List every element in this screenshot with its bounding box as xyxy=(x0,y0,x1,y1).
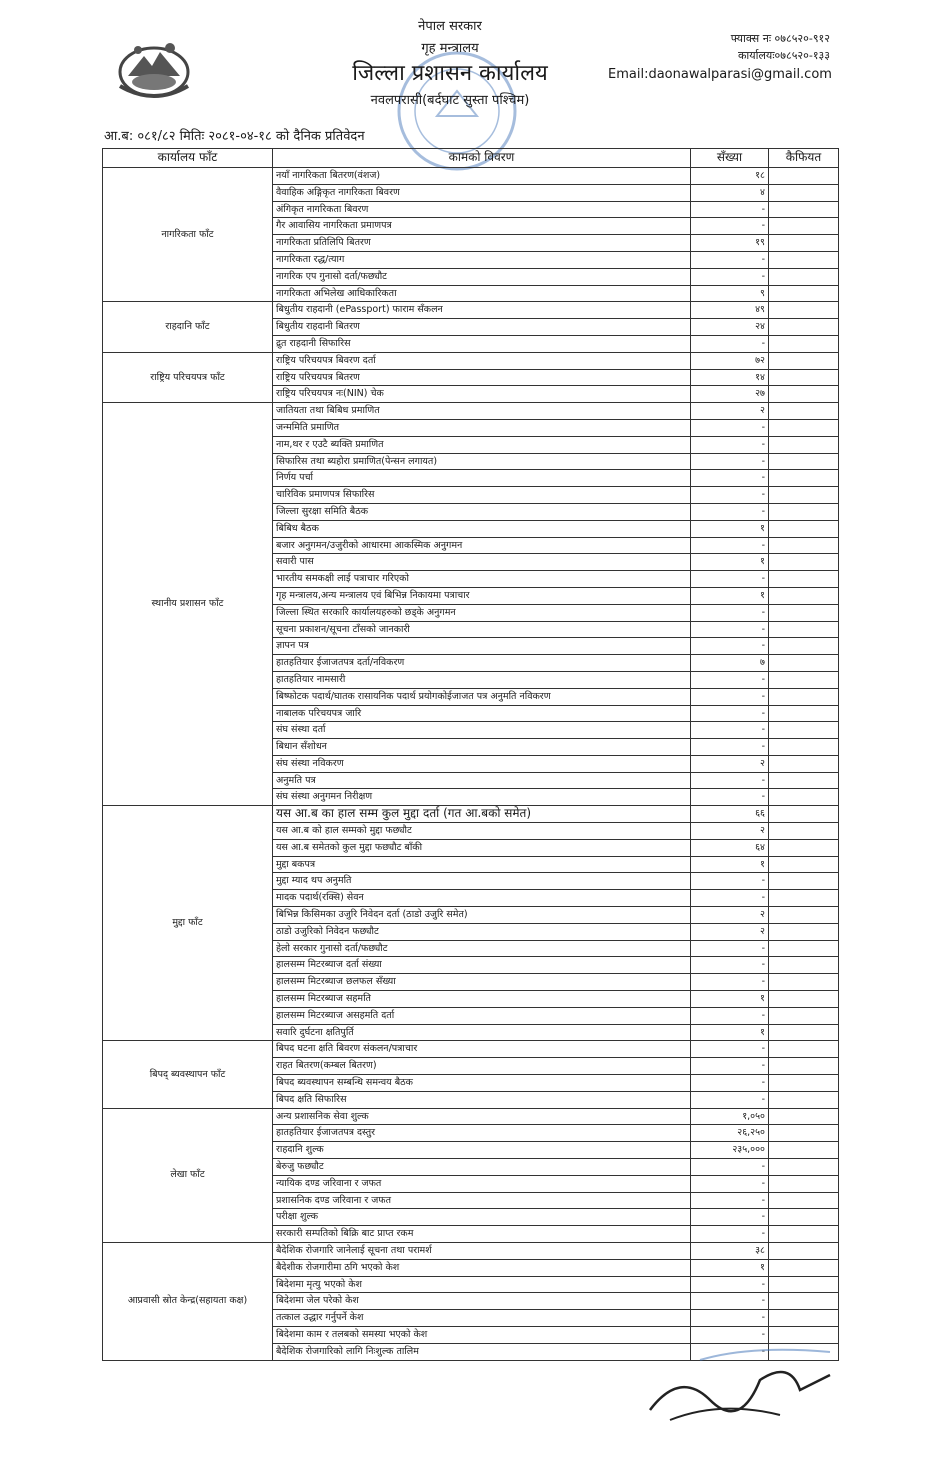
row-count: २७ xyxy=(691,386,769,403)
row-count: १ xyxy=(691,1259,769,1276)
row-remarks xyxy=(769,571,839,588)
row-count: २३५,००० xyxy=(691,1142,769,1159)
row-description: बिधान सँशोधन xyxy=(273,739,691,756)
row-description: प्रशासनिक दण्ड जरिवाना र जफत xyxy=(273,1192,691,1209)
row-remarks xyxy=(769,722,839,739)
table-row xyxy=(103,352,839,369)
row-remarks xyxy=(769,1226,839,1243)
row-description: हातहतियार ईजाजतपत्र दर्ता/नविकरण xyxy=(273,655,691,672)
table-row xyxy=(103,1108,839,1125)
row-remarks xyxy=(769,251,839,268)
row-count: - xyxy=(691,335,769,352)
row-remarks xyxy=(769,1125,839,1142)
row-remarks xyxy=(769,856,839,873)
row-remarks xyxy=(769,604,839,621)
row-description: यस आ.ब को हाल सम्मको मुद्दा फछ्यौट xyxy=(273,823,691,840)
ministry-name: गृह मन्त्रालय xyxy=(421,41,479,56)
header-count: सँख्या xyxy=(691,149,769,168)
row-description: बिदेशमा मृत्यु भएको केश xyxy=(273,1276,691,1293)
row-description: ज्ञापन पत्र xyxy=(273,638,691,655)
row-remarks xyxy=(769,1091,839,1108)
row-count: - xyxy=(691,705,769,722)
row-description: बिबिध बैठक xyxy=(273,520,691,537)
row-remarks xyxy=(769,1075,839,1092)
government-name: नेपाल सरकार xyxy=(418,19,482,34)
row-remarks xyxy=(769,890,839,907)
row-remarks xyxy=(769,168,839,185)
row-remarks xyxy=(769,1041,839,1058)
row-remarks xyxy=(769,1159,839,1176)
row-count: २ xyxy=(691,923,769,940)
row-description: हातहतियार ईजाजतपत्र दस्तुर xyxy=(273,1125,691,1142)
row-remarks xyxy=(769,1192,839,1209)
row-remarks xyxy=(769,218,839,235)
row-description: द्रुत राहदानी सिफारिस xyxy=(273,335,691,352)
row-count: - xyxy=(691,268,769,285)
row-description: गैर आवासिय नागरिकता प्रमाणपत्र xyxy=(273,218,691,235)
row-count: ७ xyxy=(691,655,769,672)
row-count: २६,२५० xyxy=(691,1125,769,1142)
row-remarks xyxy=(769,1024,839,1041)
row-remarks xyxy=(769,739,839,756)
row-description: संघ संस्था दर्ता xyxy=(273,722,691,739)
row-remarks xyxy=(769,537,839,554)
row-description: बिदेशमा काम र तलबको समस्या भएको केश xyxy=(273,1326,691,1343)
row-remarks xyxy=(769,1243,839,1260)
row-description: सरकारी सम्पतिको बिक्रि बाट प्राप्त रकम xyxy=(273,1226,691,1243)
row-remarks xyxy=(769,806,839,823)
section-name: स्थानीय प्रशासन फाँट xyxy=(103,403,273,806)
row-remarks xyxy=(769,873,839,890)
section-name: लेखा फाँट xyxy=(103,1108,273,1242)
row-remarks xyxy=(769,436,839,453)
row-count: २ xyxy=(691,907,769,924)
row-count: - xyxy=(691,722,769,739)
row-description: संघ संस्था नविकरण xyxy=(273,755,691,772)
row-description: बिधुतीय राहदानी (ePassport) फाराम सँकलन xyxy=(273,302,691,319)
row-count: - xyxy=(691,890,769,907)
row-count: - xyxy=(691,1007,769,1024)
row-description: तत्काल उद्धार गर्नुपर्ने केश xyxy=(273,1310,691,1327)
row-count: १४ xyxy=(691,369,769,386)
row-remarks xyxy=(769,1108,839,1125)
section-name: नागरिकता फाँट xyxy=(103,168,273,302)
row-remarks xyxy=(769,638,839,655)
row-description: बिपद क्षति सिफारिस xyxy=(273,1091,691,1108)
row-description: बैदेशिक रोजगारिको लागि निःशुल्क तालिम xyxy=(273,1343,691,1360)
row-count: - xyxy=(691,638,769,655)
row-remarks xyxy=(769,823,839,840)
row-count: १८ xyxy=(691,168,769,185)
row-count: २ xyxy=(691,403,769,420)
row-remarks xyxy=(769,940,839,957)
row-count: - xyxy=(691,1276,769,1293)
row-remarks xyxy=(769,184,839,201)
row-remarks xyxy=(769,621,839,638)
row-description: बिभिन्न किसिमका उजुरि निवेदन दर्ता (ठाडो उजुरि समेत) xyxy=(273,907,691,924)
row-remarks xyxy=(769,907,839,924)
section-name: बिपद् ब्यवस्थापन फाँट xyxy=(103,1041,273,1108)
row-remarks xyxy=(769,403,839,420)
header-description: कामको विवरण xyxy=(273,149,691,168)
row-remarks xyxy=(769,419,839,436)
nepal-emblem-icon xyxy=(114,36,194,100)
row-count: २४ xyxy=(691,319,769,336)
table-row xyxy=(103,1243,839,1260)
row-remarks xyxy=(769,1259,839,1276)
row-count: - xyxy=(691,604,769,621)
row-remarks xyxy=(769,386,839,403)
row-description: जन्ममिति प्रमाणित xyxy=(273,419,691,436)
row-count: १,०५० xyxy=(691,1108,769,1125)
row-description: बिपद घटना क्षति बिवरण संकलन/पत्राचार xyxy=(273,1041,691,1058)
row-count: १ xyxy=(691,587,769,604)
row-remarks xyxy=(769,705,839,722)
row-count: - xyxy=(691,1310,769,1327)
table-body xyxy=(103,168,839,1361)
email-address: Email:daonawalparasi@gmail.com xyxy=(608,67,832,82)
row-count: - xyxy=(691,739,769,756)
row-remarks xyxy=(769,923,839,940)
row-description: राहदानि शुल्क xyxy=(273,1142,691,1159)
row-remarks xyxy=(769,1058,839,1075)
row-description: मुद्दा बकपत्र xyxy=(273,856,691,873)
row-remarks xyxy=(769,671,839,688)
row-remarks xyxy=(769,319,839,336)
row-remarks xyxy=(769,1175,839,1192)
row-count: - xyxy=(691,1326,769,1343)
row-count: - xyxy=(691,940,769,957)
row-remarks xyxy=(769,302,839,319)
row-description: हालसम्म मिटरब्याज दर्ता संख्या xyxy=(273,957,691,974)
row-description: सूचना प्रकाशन/सूचना टाँसको जानकारी xyxy=(273,621,691,638)
row-count: ३८ xyxy=(691,1243,769,1260)
row-description: बजार अनुगमन/उजुरीको आधारमा आकस्मिक अनुगमन xyxy=(273,537,691,554)
row-remarks xyxy=(769,755,839,772)
header-remarks: कैफियत xyxy=(769,149,839,168)
row-count: - xyxy=(691,688,769,705)
row-count: - xyxy=(691,671,769,688)
row-description: हातहतियार नामसारी xyxy=(273,671,691,688)
row-description: नाम,थर र एउटै ब्यक्ति प्रमाणित xyxy=(273,436,691,453)
row-count: - xyxy=(691,1175,769,1192)
row-description: राष्ट्रिय परिचयपत्र बितरण xyxy=(273,369,691,386)
row-description: अनुमति पत्र xyxy=(273,772,691,789)
row-count: - xyxy=(691,873,769,890)
row-description: सवारी पास xyxy=(273,554,691,571)
row-count: ७२ xyxy=(691,352,769,369)
row-remarks xyxy=(769,688,839,705)
row-count: - xyxy=(691,436,769,453)
table-row xyxy=(103,1041,839,1058)
row-count: - xyxy=(691,1226,769,1243)
row-remarks xyxy=(769,974,839,991)
row-description: जातियता तथा बिबिध प्रमाणित xyxy=(273,403,691,420)
row-description: बैदेशीक रोजगारीमा ठगि भएको केश xyxy=(273,1259,691,1276)
row-description: यस आ.ब समेतको कुल मुद्दा फछ्यौट बाँकी xyxy=(273,839,691,856)
row-count: - xyxy=(691,621,769,638)
row-remarks xyxy=(769,991,839,1008)
row-count: १ xyxy=(691,1024,769,1041)
row-remarks xyxy=(769,520,839,537)
row-count: - xyxy=(691,251,769,268)
row-count: - xyxy=(691,419,769,436)
row-description: बिदेशमा जेल परेको केश xyxy=(273,1293,691,1310)
table-row xyxy=(103,403,839,420)
row-description: जिल्ला सुरक्षा समिति बैठक xyxy=(273,503,691,520)
fax-number: फ्याक्स नः ०७८५२०-९१२ xyxy=(730,32,830,45)
row-description: चारिविक प्रमाणपत्र सिफारिस xyxy=(273,487,691,504)
row-count: १ xyxy=(691,520,769,537)
row-count: - xyxy=(691,201,769,218)
row-description: बेरुजु फछ्यौट xyxy=(273,1159,691,1176)
row-count: - xyxy=(691,1075,769,1092)
row-description: नागरिकता रद्ध/त्याग xyxy=(273,251,691,268)
row-description: बिधुतीय राहदानी बितरण xyxy=(273,319,691,336)
row-remarks xyxy=(769,1276,839,1293)
row-count: - xyxy=(691,1058,769,1075)
section-name: राष्ट्रिय परिचयपत्र फाँट xyxy=(103,352,273,402)
table-header-row xyxy=(103,149,839,168)
row-count: - xyxy=(691,1192,769,1209)
contact-block xyxy=(608,30,830,83)
row-description: नागरिकता प्रतिलिपि बितरण xyxy=(273,235,691,252)
row-description: ठाडो उजुरिको निवेदन फछ्यौट xyxy=(273,923,691,940)
row-count: ६४ xyxy=(691,839,769,856)
row-description: यस आ.ब का हाल सम्म कुल मुद्दा दर्ता (गत आ.बको समेत) xyxy=(273,806,691,823)
row-count: - xyxy=(691,453,769,470)
header-section: कार्यालय फाँट xyxy=(103,149,273,168)
row-count: १ xyxy=(691,991,769,1008)
row-description: सिफारिस तथा ब्यहोरा प्रमाणित(पेन्सन लगायत) xyxy=(273,453,691,470)
row-count: १ xyxy=(691,856,769,873)
row-remarks xyxy=(769,335,839,352)
row-remarks xyxy=(769,1209,839,1226)
row-count: - xyxy=(691,470,769,487)
row-count: - xyxy=(691,1041,769,1058)
row-description: संघ संस्था अनुगमन निरीक्षण xyxy=(273,789,691,806)
row-remarks xyxy=(769,587,839,604)
office-phone: कार्यालयः०७८५२०-१३३ xyxy=(737,49,830,62)
row-remarks xyxy=(769,789,839,806)
row-description: जिल्ला स्थित सरकारि कार्यालयहरुको छड्के अनुगमन xyxy=(273,604,691,621)
row-count: ६६ xyxy=(691,806,769,823)
row-description: हालसम्म मिटरब्याज छलफल सँख्या xyxy=(273,974,691,991)
row-remarks xyxy=(769,503,839,520)
district-name: नवलपरासी(बर्दघाट सुस्ता पश्चिम) xyxy=(370,93,530,108)
row-remarks xyxy=(769,268,839,285)
row-remarks xyxy=(769,1310,839,1327)
row-count: - xyxy=(691,1091,769,1108)
row-remarks xyxy=(769,369,839,386)
row-count: - xyxy=(691,1209,769,1226)
row-description: नागरिक एप गुनासो दर्ता/फछ्यौट xyxy=(273,268,691,285)
row-remarks xyxy=(769,201,839,218)
row-remarks xyxy=(769,554,839,571)
section-name: आप्रवासी स्रोत केन्द्र(सहायता कक्ष) xyxy=(103,1243,273,1361)
row-count: १ xyxy=(691,554,769,571)
row-remarks xyxy=(769,1007,839,1024)
row-count: - xyxy=(691,503,769,520)
row-description: राहत बितरण(कम्बल बितरण) xyxy=(273,1058,691,1075)
row-remarks xyxy=(769,1142,839,1159)
row-count: - xyxy=(691,571,769,588)
row-remarks xyxy=(769,1293,839,1310)
daily-report-table xyxy=(102,148,839,1361)
row-remarks xyxy=(769,235,839,252)
row-count: ४ xyxy=(691,184,769,201)
row-count: - xyxy=(691,1159,769,1176)
letterhead xyxy=(290,18,610,110)
row-description: हालसम्म मिटरब्याज सहमति xyxy=(273,991,691,1008)
row-remarks xyxy=(769,470,839,487)
row-remarks xyxy=(769,285,839,302)
row-description: वैवाहिक अङ्गिकृत नागरिकता बिवरण xyxy=(273,184,691,201)
row-count: - xyxy=(691,537,769,554)
row-description: हेलो सरकार गुनासो दर्ता/फछ्यौट xyxy=(273,940,691,957)
signature-icon xyxy=(640,1340,840,1430)
table-row xyxy=(103,168,839,185)
row-description: नागरिकता अभिलेख आधिकारिकता xyxy=(273,285,691,302)
row-description: सवारि दुर्घटना क्षतिपुर्ति xyxy=(273,1024,691,1041)
row-remarks xyxy=(769,839,839,856)
table-row xyxy=(103,302,839,319)
row-description: नयाँ नागरिकता बितरण(वंशज) xyxy=(273,168,691,185)
row-count: १९ xyxy=(691,235,769,252)
row-count: २ xyxy=(691,755,769,772)
row-count: २ xyxy=(691,823,769,840)
row-description: बिष्फोटक पदार्थ/घातक रासायनिक पदार्थ प्रयोगकोईजाजत पत्र अनुमति नविकरण xyxy=(273,688,691,705)
row-description: भारतीय समकक्षी लाई पत्राचार गरिएको xyxy=(273,571,691,588)
row-count: - xyxy=(691,789,769,806)
row-remarks xyxy=(769,957,839,974)
row-description: बिपद ब्यवस्थापन सम्बन्धि समन्वय बैठक xyxy=(273,1075,691,1092)
row-count: - xyxy=(691,487,769,504)
row-count: ४९ xyxy=(691,302,769,319)
row-count: - xyxy=(691,218,769,235)
row-count: - xyxy=(691,974,769,991)
row-count: - xyxy=(691,957,769,974)
row-description: न्यायिक दण्ड जरिवाना र जफत xyxy=(273,1175,691,1192)
row-description: परीक्षा शुल्क xyxy=(273,1209,691,1226)
row-description: निर्णय पर्चा xyxy=(273,470,691,487)
row-description: हालसम्म मिटरब्याज असहमति दर्ता xyxy=(273,1007,691,1024)
row-description: नाबालक परिचयपत्र जारि xyxy=(273,705,691,722)
row-remarks xyxy=(769,487,839,504)
row-description: राष्ट्रिय परिचयपत्र नः(NIN) चेक xyxy=(273,386,691,403)
office-name: जिल्ला प्रशासन कार्यालय xyxy=(352,61,548,86)
row-description: बैदेशिक रोजगारि जानेलाई सूचना तथा परामर्श xyxy=(273,1243,691,1260)
report-title: आ.ब: ०८१/८२ मितिः २०८१-०४-१८ को दैनिक प्रतिवेदन xyxy=(104,129,365,144)
row-description: मुद्दा म्याद थप अनुमति xyxy=(273,873,691,890)
row-count: ९ xyxy=(691,285,769,302)
row-count: - xyxy=(691,772,769,789)
row-remarks xyxy=(769,772,839,789)
row-description: राष्ट्रिय परिचयपत्र बिवरण दर्ता xyxy=(273,352,691,369)
section-name: राहदानि फाँट xyxy=(103,302,273,352)
row-description: अन्य प्रशासनिक सेवा शुल्क xyxy=(273,1108,691,1125)
row-count: - xyxy=(691,1293,769,1310)
row-remarks xyxy=(769,352,839,369)
row-description: मादक पदार्थ(रक्सि) सेवन xyxy=(273,890,691,907)
row-remarks xyxy=(769,453,839,470)
table-row xyxy=(103,806,839,823)
row-remarks xyxy=(769,655,839,672)
section-name: मुद्दा फाँट xyxy=(103,806,273,1041)
row-description: अंगिकृत नागरिकता बिवरण xyxy=(273,201,691,218)
row-count: - xyxy=(691,1343,769,1360)
row-description: गृह मन्त्रालय,अन्य मन्त्रालय एवं बिभिन्न निकायमा पत्राचार xyxy=(273,587,691,604)
